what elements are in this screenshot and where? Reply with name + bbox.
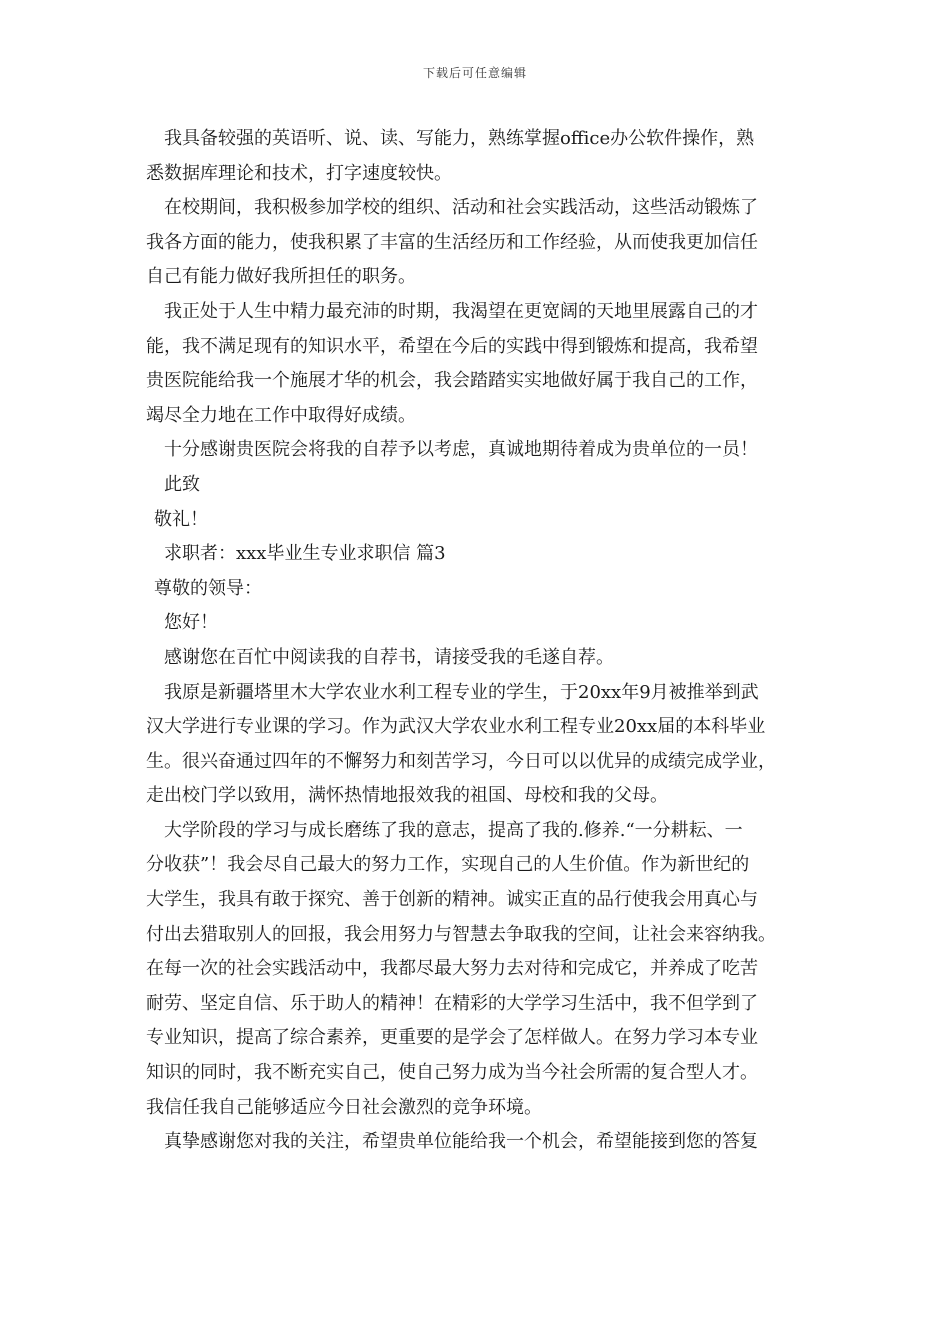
text-line: 尊敬的领导： <box>154 577 262 599</box>
text-line: 悉数据库理论和技术，打字速度较快。 <box>146 162 452 184</box>
text-line: 走出校门学以致用，满怀热情地报效我的祖国、母校和我的父母。 <box>146 785 668 807</box>
text-line: 知识的同时，我不断充实自己，使自己努力成为当今社会所需的复合型人才。 <box>146 1062 758 1084</box>
document-body <box>146 122 806 1160</box>
text-line: 我正处于人生中精力最充沛的时期，我渴望在更宽阔的天地里展露自己的才 <box>164 300 758 322</box>
page-header: 下载后可任意编辑 <box>422 66 527 80</box>
text-line: 贵医院能给我一个施展才华的机会，我会踏踏实实地做好属于我自己的工作， <box>146 370 758 392</box>
text-line: 真挚感谢您对我的关注，希望贵单位能给我一个机会，希望能接到您的答复 <box>164 1131 758 1153</box>
text-line: 我信任我自己能够适应今日社会激烈的竞争环境。 <box>146 1096 542 1118</box>
text-line: 敬礼！ <box>154 508 208 530</box>
text-line: 自己有能力做好我所担任的职务。 <box>146 266 416 288</box>
text-line: 我具备较强的英语听、说、读、写能力，熟练掌握office办公软件操作，熟 <box>164 128 755 149</box>
text-line: 生。很兴奋通过四年的不懈努力和刻苦学习，今日可以以优异的成绩完成学业， <box>146 750 776 772</box>
text-line: 我原是新疆塔里木大学农业水利工程专业的学生，于20xx年9月被推举到武 <box>164 681 759 703</box>
text-line: 求职者：xxx毕业生专业求职信 篇3 <box>164 543 446 565</box>
text-line: 此致 <box>164 473 200 495</box>
text-line: 竭尽全力地在工作中取得好成绩。 <box>146 404 416 426</box>
text-line: 专业知识，提高了综合素养，更重要的是学会了怎样做人。在努力学习本专业 <box>146 1027 758 1049</box>
text-line: 在每一次的社会实践活动中，我都尽最大努力去对待和完成它，并养成了吃苦 <box>146 958 758 980</box>
text-line: 汉大学进行专业课的学习。作为武汉大学农业水利工程专业20xx届的本科毕业 <box>146 716 766 738</box>
text-line: 感谢您在百忙中阅读我的自荐书，请接受我的毛遂自荐。 <box>164 646 614 668</box>
text-line: 我各方面的能力，使我积累了丰富的生活经历和工作经验，从而使我更加信任 <box>146 231 758 253</box>
text-line: 能，我不满足现有的知识水平，希望在今后的实践中得到锻炼和提高，我希望 <box>146 335 758 357</box>
text-line: 在校期间，我积极参加学校的组织、活动和社会实践活动，这些活动锻炼了 <box>164 197 758 219</box>
text-line: 耐劳、坚定自信、乐于助人的精神！在精彩的大学学习生活中，我不但学到了 <box>146 992 758 1014</box>
text-line: 分收获”！我会尽自己最大的努力工作，实现自己的人生价值。作为新世纪的 <box>146 854 750 876</box>
text-line: 十分感谢贵医院会将我的自荐予以考虑，真诚地期待着成为贵单位的一员！ <box>164 439 758 461</box>
text-line: 付出去猎取别人的回报，我会用努力与智慧去争取我的空间，让社会来容纳我。 <box>146 923 776 945</box>
text-line: 大学阶段的学习与成长磨练了我的意志，提高了我的.修养.“一分耕耘、一 <box>164 819 743 841</box>
text-line: 大学生，我具有敢于探究、善于创新的精神。诚实正直的品行使我会用真心与 <box>146 889 758 911</box>
text-line: 您好！ <box>164 612 218 634</box>
